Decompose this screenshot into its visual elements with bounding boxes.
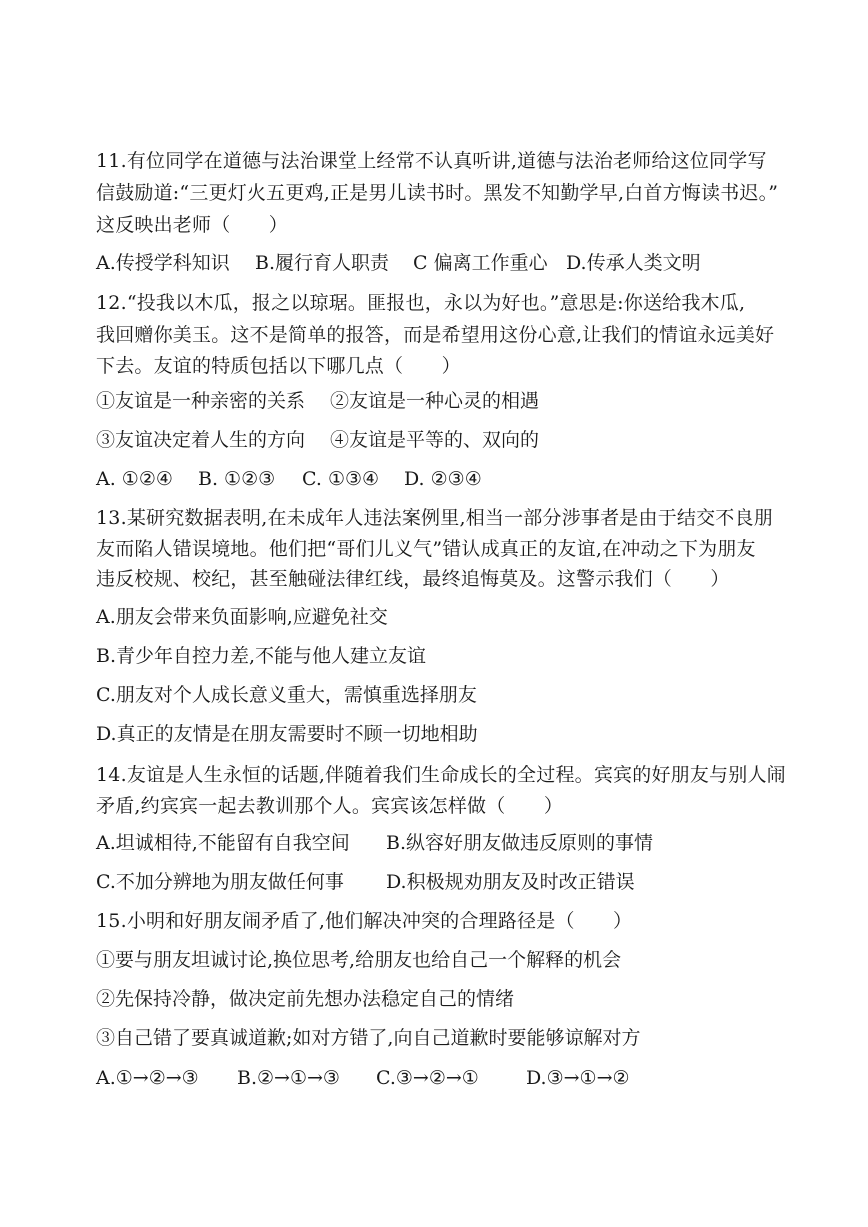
q15-statement-3: ③自己错了要真诚道歉;如对方错了,向自己道歉时要能够谅解对方 <box>96 1027 641 1049</box>
q15-stem-line-1: 15.小明和好朋友闹矛盾了,他们解决冲突的合理路径是（ ） <box>96 910 633 932</box>
q13-option-b: B.青少年自控力差,不能与他人建立友谊 <box>96 645 427 667</box>
q14-option-c: C.不加分辨地为朋友做任何事 <box>96 871 344 893</box>
q15-option-c: C.③→②→① <box>376 1067 479 1089</box>
q11-option-a: A.传授学科知识 <box>96 252 230 274</box>
q12-statement-3: ③友谊决定着人生的方向 <box>96 429 306 451</box>
q13-stem-line-3: 违反校规、校纪，甚至触碰法律红线，最终追悔莫及。这警示我们（ ） <box>96 568 730 590</box>
q12-option-b: B. ①②③ <box>198 468 276 490</box>
q14-stem-line-1: 14.友谊是人生永恒的话题,伴随着我们生命成长的全过程。宾宾的好朋友与别人闹 <box>96 764 786 786</box>
q15-option-d: D.③→①→② <box>526 1067 630 1089</box>
q12-stem-line-3: 下去。友谊的特质包括以下哪几点（ ） <box>96 355 461 377</box>
q13-stem-line-1: 13.某研究数据表明,在未成年人违法案例里,相当一部分涉事者是由于结交不良朋 <box>96 507 773 529</box>
q12-option-d: D. ②③④ <box>404 468 482 490</box>
q14-option-b: B.纵容好朋友做违反原则的事情 <box>386 832 654 854</box>
q15-option-a: A.①→②→③ <box>96 1067 199 1089</box>
q15-statement-1: ①要与朋友坦诚讨论,换位思考,给朋友也给自己一个解释的机会 <box>96 949 622 971</box>
q11-stem-line-1: 11.有位同学在道德与法治课堂上经常不认真听讲,道德与法治老师给这位同学写 <box>96 150 767 172</box>
q11-stem-line-3: 这反映出老师（ ） <box>96 214 289 236</box>
q12-option-c: C. ①③④ <box>302 468 380 490</box>
q11-option-d: D.传承人类文明 <box>566 252 701 274</box>
q12-statement-2: ②友谊是一种心灵的相遇 <box>330 390 540 412</box>
q14-option-d: D.积极规劝朋友及时改正错误 <box>386 871 635 893</box>
q13-option-c: C.朋友对个人成长意义重大，需慎重选择朋友 <box>96 684 477 706</box>
q14-option-a: A.坦诚相待,不能留有自我空间 <box>96 832 350 854</box>
q12-statement-1: ①友谊是一种亲密的关系 <box>96 390 306 412</box>
q13-stem-line-2: 友而陷人错误境地。他们把“哥们儿义气”错认成真正的友谊,在冲动之下为朋友 <box>96 538 756 560</box>
q12-stem-line-2: 我回赠你美玉。这不是简单的报答，而是希望用这份心意,让我们的情谊永远美好 <box>96 324 775 346</box>
q13-option-a: A.朋友会带来负面影响,应避免社交 <box>96 606 388 628</box>
q12-statement-4: ④友谊是平等的、双向的 <box>330 429 540 451</box>
q12-option-a: A. ①②④ <box>96 468 173 490</box>
q11-option-c: C 偏离工作重心 <box>413 252 548 274</box>
q13-option-d: D.真正的友情是在朋友需要时不顾一切地相助 <box>96 723 478 745</box>
q14-stem-line-2: 矛盾,约宾宾一起去教训那个人。宾宾该怎样做（ ） <box>96 795 564 817</box>
q15-option-b: B.②→①→③ <box>237 1067 340 1089</box>
q12-stem-line-1: 12.“投我以木瓜，报之以琼琚。匪报也，永以为好也。”意思是:你送给我木瓜, <box>96 292 746 314</box>
q11-stem-line-2: 信鼓励道:“三更灯火五更鸡,正是男儿读书时。黑发不知勤学早,白首方悔读书迟。” <box>96 182 779 204</box>
q15-statement-2: ②先保持冷静，做决定前先想办法稳定自己的情绪 <box>96 988 515 1010</box>
q11-option-b: B.履行育人职责 <box>255 252 390 274</box>
